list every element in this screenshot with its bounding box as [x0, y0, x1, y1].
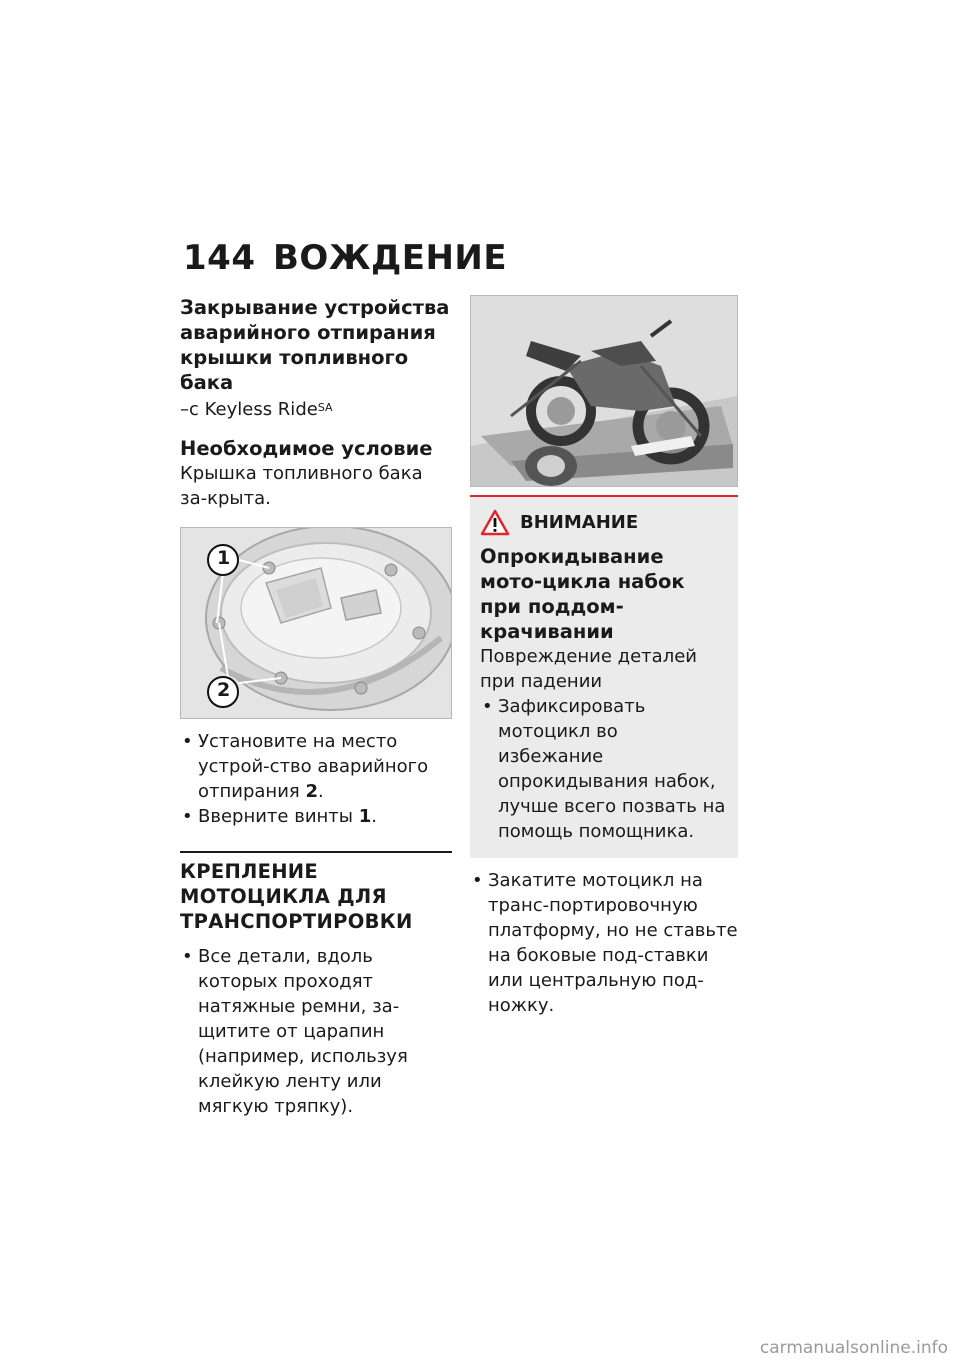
motorcycle-trailer-figure [470, 295, 738, 487]
list-item: • Все детали, вдоль которых проходят натяжные ремни, за-щитите от царапин (например, используя клейкую ленту или мягкую тряпку). [180, 944, 452, 1119]
callout-1: 1 [217, 547, 231, 569]
requirement-heading: Необходимое условие [180, 437, 433, 460]
trailer-steps [470, 868, 738, 1018]
section-title: КРЕПЛЕНИЕ МОТОЦИКЛА ДЛЯ ТРАНСПОРТИРОВКИ [180, 851, 452, 934]
watermark: carmanualsonline.info [759, 1338, 948, 1358]
right-column [470, 295, 738, 1018]
fuel-cap-figure [180, 527, 452, 719]
procedure-heading: Закрывание устройства аварийного отпирания крышки топливного бака [180, 296, 450, 394]
procedure-steps [180, 729, 452, 829]
list-item: • Вверните винты 1. [180, 804, 452, 829]
warning-header [480, 509, 726, 536]
warning-consequence: Повреждение деталей при падении [480, 646, 697, 692]
warning-label: ВНИМАНИЕ [520, 512, 639, 533]
page-header [183, 238, 507, 278]
requirement-text: Крышка топливного бака за-крыта. [180, 463, 423, 509]
warning-box [470, 495, 738, 858]
sa-marker: SA [317, 401, 333, 414]
equipment-note: –с Keyless Ride$^{SA}$ [180, 399, 333, 420]
section-list [180, 944, 452, 1119]
list-item: • Закатите мотоцикл на транс-портировочную платформу, но не ставьте на боковые под-ставки или центральную под-ножку. [470, 868, 738, 1018]
motorcycle-on-trailer-image [471, 296, 737, 486]
page-number: 144 [183, 238, 256, 278]
warning-triangle-icon [480, 509, 510, 536]
callout-2: 2 [217, 679, 231, 701]
warning-title: Опрокидывание мото-цикла набок при поддом-крачивании [480, 545, 685, 643]
left-column [180, 295, 452, 1119]
list-item: • Установите на место устрой-ство аварийного отпирания 2. [180, 729, 452, 804]
chapter-title: ВОЖДЕНИЕ [273, 238, 508, 278]
warning-measures [480, 694, 726, 844]
list-item: • Зафиксировать мотоцикл во избежание опрокидывания набок, лучше всего позвать на помощь помощника. [480, 694, 726, 844]
